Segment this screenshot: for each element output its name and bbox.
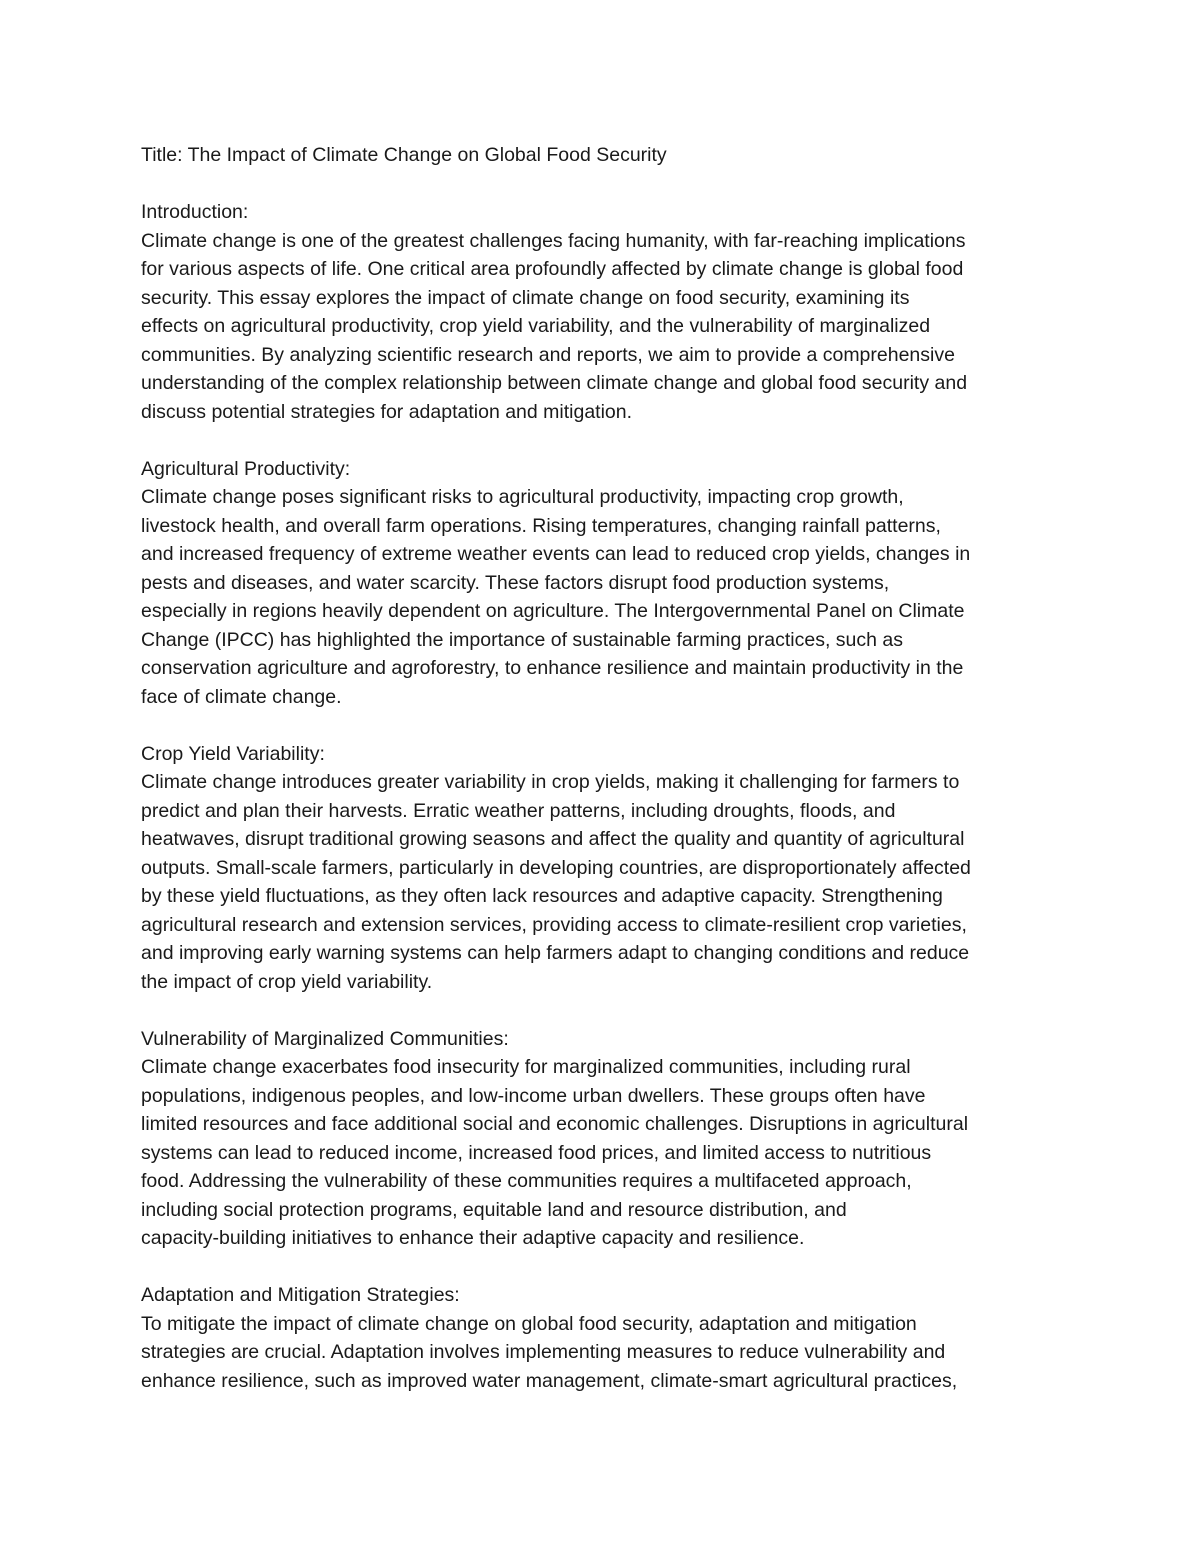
paragraph-spacer <box>141 996 1071 1025</box>
body-line: security. This essay explores the impact of climate change on food security, examining its <box>141 286 910 309</box>
section-heading: Adaptation and Mitigation Strategies: <box>141 1284 460 1306</box>
body-line: Climate change exacerbates food insecurity for marginalized communities, including rural <box>141 1056 911 1078</box>
body-line: capacity-building initiatives to enhance their adaptive capacity and resilience. <box>141 1227 805 1249</box>
document-title: Title: The Impact of Climate Change on Global Food Security <box>141 144 667 166</box>
section-heading: Crop Yield Variability: <box>141 742 325 765</box>
body-line: Climate change introduces greater variability in crop yields, making it challenging for farmers to <box>141 771 960 793</box>
body-line: enhance resilience, such as improved water management, climate-smart agricultural practices, <box>141 1369 958 1392</box>
body-line: and increased frequency of extreme weather events can lead to reduced crop yields, changes in <box>141 543 971 565</box>
paragraph-spacer <box>141 1253 1071 1282</box>
body-line: Climate change is one of the greatest challenges facing humanity, with far-reaching implications <box>141 229 966 252</box>
section-agricultural-productivity <box>141 455 1071 712</box>
section-vulnerability <box>141 1025 1071 1253</box>
section-heading: Vulnerability of Marginalized Communities: <box>141 1027 509 1050</box>
body-line: Change (IPCC) has highlighted the importance of sustainable farming practices, such as <box>141 628 903 651</box>
body-line: conservation agriculture and agroforestry, to enhance resilience and maintain productivity in the <box>141 657 964 679</box>
body-line: the impact of crop yield variability. <box>141 970 433 993</box>
body-line: face of climate change. <box>141 685 342 708</box>
body-line: discuss potential strategies for adaptation and mitigation. <box>141 400 633 423</box>
paragraph-spacer <box>141 711 1071 740</box>
body-line: for various aspects of life. One critical area profoundly affected by climate change is global food <box>141 258 964 280</box>
body-line: effects on agricultural productivity, crop yield variability, and the vulnerability of marginalized <box>141 315 931 337</box>
body-line: populations, indigenous peoples, and low-income urban dwellers. These groups often have <box>141 1084 926 1107</box>
body-line: To mitigate the impact of climate change on global food security, adaptation and mitigation <box>141 1312 917 1335</box>
body-line: by these yield fluctuations, as they often lack resources and adaptive capacity. Strengthening <box>141 885 943 907</box>
body-line: especially in regions heavily dependent on agriculture. The Intergovernmental Panel on Climate <box>141 600 965 622</box>
section-heading: Agricultural Productivity: <box>141 457 351 480</box>
document-body <box>141 141 1071 1395</box>
body-line: limited resources and face additional social and economic challenges. Disruptions in agricultural <box>141 1113 969 1135</box>
paragraph-spacer <box>141 170 1071 199</box>
section-adaptation-mitigation <box>141 1281 1071 1395</box>
body-line: and improving early warning systems can help farmers adapt to changing conditions and reduce <box>141 942 970 964</box>
body-line: strategies are crucial. Adaptation involves implementing measures to reduce vulnerability and <box>141 1341 946 1363</box>
body-line: including social protection programs, equitable land and resource distribution, and <box>141 1198 847 1221</box>
body-line: systems can lead to reduced income, increased food prices, and limited access to nutritious <box>141 1141 932 1164</box>
body-line: livestock health, and overall farm operations. Rising temperatures, changing rainfall patterns, <box>141 514 941 537</box>
section-crop-yield-variability <box>141 740 1071 997</box>
body-line: outputs. Small-scale farmers, particularly in developing countries, are disproportionately affected <box>141 856 971 879</box>
body-line: heatwaves, disrupt traditional growing seasons and affect the quality and quantity of agricultural <box>141 828 965 850</box>
body-line: predict and plan their harvests. Erratic weather patterns, including droughts, floods, and <box>141 799 896 822</box>
body-line: communities. By analyzing scientific research and reports, we aim to provide a comprehensive <box>141 343 955 366</box>
body-line: food. Addressing the vulnerability of these communities requires a multifaceted approach, <box>141 1170 912 1192</box>
body-line: understanding of the complex relationship between climate change and global food security and <box>141 372 968 394</box>
section-heading: Introduction: <box>141 201 249 223</box>
body-line: Climate change poses significant risks to agricultural productivity, impacting crop growth, <box>141 486 904 508</box>
body-line: agricultural research and extension services, providing access to climate-resilient crop varieties, <box>141 913 967 936</box>
paragraph-spacer <box>141 426 1071 455</box>
section-introduction <box>141 198 1071 426</box>
body-line: pests and diseases, and water scarcity. These factors disrupt food production systems, <box>141 571 890 594</box>
